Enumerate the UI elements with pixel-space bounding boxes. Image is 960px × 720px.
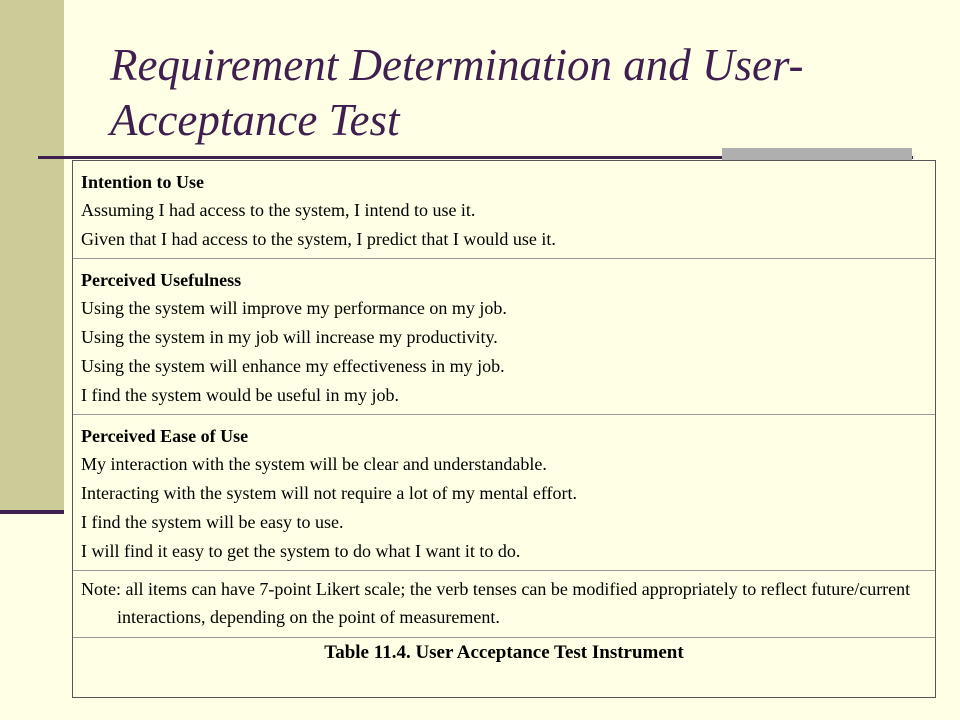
survey-item: Using the system in my job will increase my productivity. [81, 327, 498, 347]
survey-item: I will find it easy to get the system to do what I want it to do. [81, 541, 521, 561]
section-intention-to-use [73, 161, 935, 259]
survey-item: Interacting with the system will not require a lot of my mental effort. [81, 483, 578, 503]
section-heading: Perceived Usefulness [81, 270, 242, 290]
table-caption: Table 11.4. User Acceptance Test Instrument [324, 642, 684, 663]
section-heading: Perceived Ease of Use [81, 426, 249, 446]
slide-title: Requirement Determination and User-Acceptance Test [110, 40, 804, 145]
table-note [73, 571, 935, 638]
survey-item: Using the system will improve my performance on my job. [81, 298, 507, 318]
survey-item: Given that I had access to the system, I predict that I would use it. [81, 229, 556, 249]
survey-item: I find the system will be easy to use. [81, 512, 344, 532]
section-perceived-ease-of-use [73, 415, 935, 571]
survey-item: Using the system will enhance my effectiveness in my job. [81, 356, 505, 376]
survey-item: I find the system would be useful in my job. [81, 385, 399, 405]
left-bar-underline [0, 510, 64, 514]
section-perceived-usefulness [73, 259, 935, 415]
survey-item: Assuming I had access to the system, I intend to use it. [81, 200, 476, 220]
left-decorative-bar [0, 0, 64, 512]
section-heading: Intention to Use [81, 172, 205, 192]
uat-instrument-table [72, 160, 936, 698]
note-text: Note: all items can have 7-point Likert scale; the verb tenses can be modified appropriately to reflect future/current interactions, depending on the point of measurement. [81, 579, 911, 627]
survey-item: My interaction with the system will be clear and understandable. [81, 454, 547, 474]
